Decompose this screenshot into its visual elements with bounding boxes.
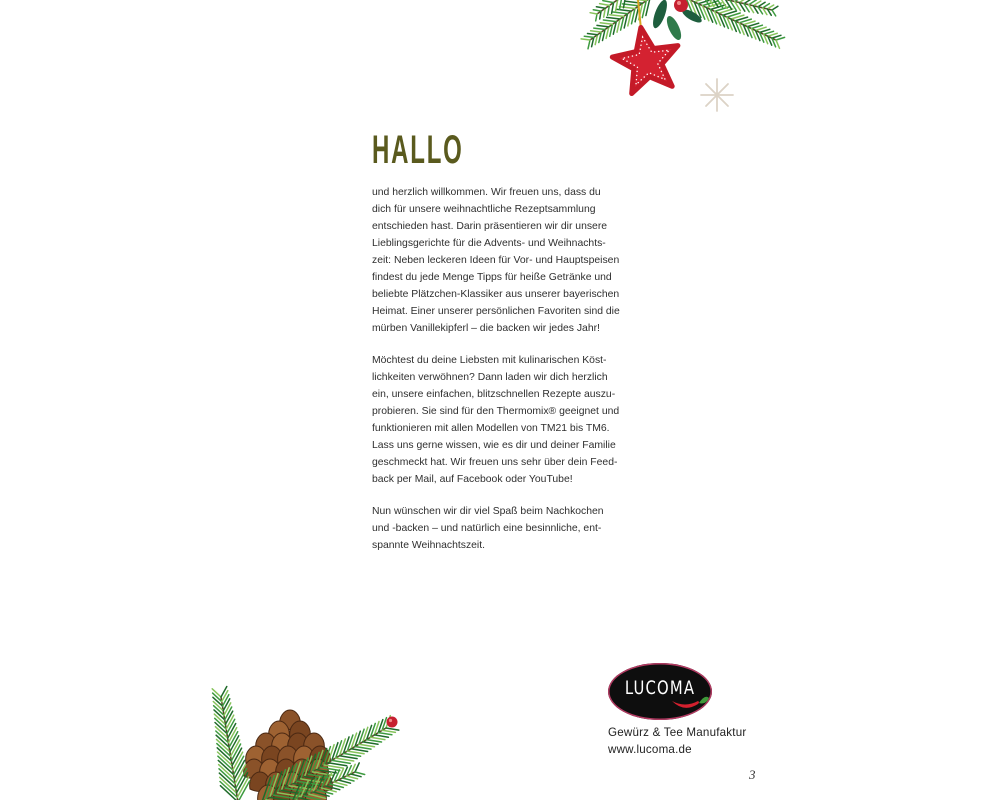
pine-needle: [616, 9, 631, 11]
berry-highlight: [389, 719, 392, 722]
text-line: zeit: Neben leckeren Ideen für Vor- und Hauptspeisen: [372, 255, 620, 266]
pine-needle: [603, 1, 614, 3]
text-line: mürben Vanillekipferl – die backen wir jedes Jahr!: [372, 323, 600, 334]
pine-needle: [600, 4, 610, 6]
pine-needle: [351, 749, 368, 752]
pine-needle: [626, 1, 643, 3]
pine-needle: [597, 25, 609, 27]
pine-needle: [371, 737, 385, 739]
pine-needle: [584, 36, 594, 37]
pine-needle: [340, 756, 358, 759]
text-line: Lass uns gerne wissen, wie es dir und deiner Familie: [372, 440, 616, 451]
lucoma-logo: [608, 663, 712, 720]
text-line: Heimat. Einer unserer persönlichen Favoriten sind die: [372, 306, 620, 317]
pine-needle: [594, 28, 605, 29]
pine-needle: [623, 4, 639, 6]
paragraph: [372, 503, 662, 554]
website-link[interactable]: www.lucoma.de: [608, 743, 692, 756]
pine-needle: [367, 740, 382, 742]
pine-needle: [763, 4, 770, 8]
leaf-icon: [699, 697, 709, 704]
pine-needle: [756, 27, 767, 30]
text-line: beliebte Plätzchen-Klassiker aus unserer bayerischen: [372, 289, 620, 300]
pine-needle: [581, 39, 590, 40]
pine-needle: [588, 34, 598, 35]
pine-needle: [772, 6, 778, 10]
company-tagline: Gewürz & Tee Manufaktur: [608, 726, 747, 739]
red-berry: [387, 717, 398, 728]
pine-needle: [382, 730, 395, 732]
pine-needle: [363, 742, 378, 744]
text-line: Nun wünschen wir dir viel Spaß beim Nachkochen: [372, 506, 604, 517]
text-line: dich für unsere weihnachtliche Rezeptsammlung: [372, 204, 596, 215]
text-line: lichkeiten verwöhnen? Dann laden wir dich herzlich: [372, 372, 608, 383]
text-line: Lieblingsgerichte für die Advents- und Weihnachts-: [372, 238, 606, 249]
pine-needle: [238, 781, 250, 800]
pine-needle: [619, 7, 635, 9]
pine-needle: [768, 33, 777, 36]
text-line: und herzlich willkommen. Wir freuen uns, dass du: [372, 187, 601, 198]
pine-needle: [386, 728, 399, 730]
pine-needle: [772, 35, 781, 38]
text-line: und -backen – und natürlich eine besinnliche, ent-: [372, 523, 602, 534]
pine-needle: [336, 758, 354, 761]
welcome-text: [372, 184, 662, 569]
text-line: geschmeckt hat. Wir freuen uns sehr über dein Feed-: [372, 457, 618, 468]
pine-needle: [223, 699, 230, 711]
text-line: funktionieren mit allen Modellen von TM21 bis TM6.: [372, 423, 610, 434]
pine-needle: [328, 763, 347, 766]
text-line: ein, unsere einfachen, blitzschnellen Rezepte auszu-: [372, 389, 616, 400]
logo-decoration: [608, 663, 712, 720]
pine-needle: [596, 14, 597, 21]
pine-needle: [378, 733, 392, 735]
pine-needle: [332, 760, 350, 763]
pine-needle: [776, 37, 785, 40]
text-line: entschieden hast. Darin präsentieren wir dir unsere: [372, 221, 608, 232]
pine-needle: [758, 2, 765, 7]
text-line: back per Mail, auf Facebook oder YouTube!: [372, 474, 573, 485]
pine-needle: [223, 695, 229, 706]
text-line: probieren. Sie sind für den Thermomix® geeignet und: [372, 406, 620, 417]
pine-needle: [596, 7, 605, 9]
pine-needle: [355, 772, 365, 775]
snowflake-icon: [701, 79, 733, 111]
pine-needle: [359, 744, 375, 747]
paragraph: [372, 352, 662, 488]
pine-needle: [760, 29, 770, 32]
pine-needle: [347, 751, 364, 754]
pine-needle: [588, 40, 590, 49]
pine-needle: [767, 5, 773, 9]
company-info: [608, 724, 746, 758]
chili-icon: [672, 701, 699, 708]
pine-needle: [374, 735, 388, 737]
pine-needle: [613, 12, 628, 14]
page-title: HALLO: [372, 128, 464, 172]
pine-needle: [776, 40, 780, 48]
star-icon: [612, 28, 678, 94]
paragraph: [372, 184, 662, 337]
pine-needle: [591, 31, 602, 32]
pine-needle: [772, 10, 776, 16]
pine-needle: [764, 31, 774, 34]
pine-needle: [342, 778, 354, 781]
pine-needle: [590, 13, 597, 14]
pine-needle: [752, 25, 763, 28]
pine-needle: [355, 747, 371, 750]
page-number: 3: [749, 767, 756, 782]
pine-needle: [620, 0, 622, 10]
holly-leaf: [650, 0, 670, 30]
pine-needle: [610, 15, 624, 17]
text-line: Möchtest du deine Liebsten mit kulinarischen Köst-: [372, 355, 607, 366]
red-star-ornament: [612, 28, 678, 94]
pine-needle: [607, 17, 620, 19]
berry-highlight: [677, 1, 681, 5]
holly-leaf: [664, 14, 684, 42]
pine-needle: [338, 780, 350, 783]
pine-needle: [593, 10, 601, 11]
pine-needle: [212, 689, 221, 697]
pine-needle: [603, 20, 616, 22]
text-line: findest du jede Menge Tipps für heiße Getränke und: [372, 272, 612, 283]
pine-needle: [343, 753, 360, 756]
pine-needle: [222, 691, 228, 702]
pine-needle: [351, 774, 361, 777]
text-line: spannte Weihnachtszeit.: [372, 540, 486, 551]
pine-needle: [600, 23, 612, 25]
logo-wordmark: LUCOMA: [624, 677, 696, 699]
pine-needle: [347, 776, 358, 779]
